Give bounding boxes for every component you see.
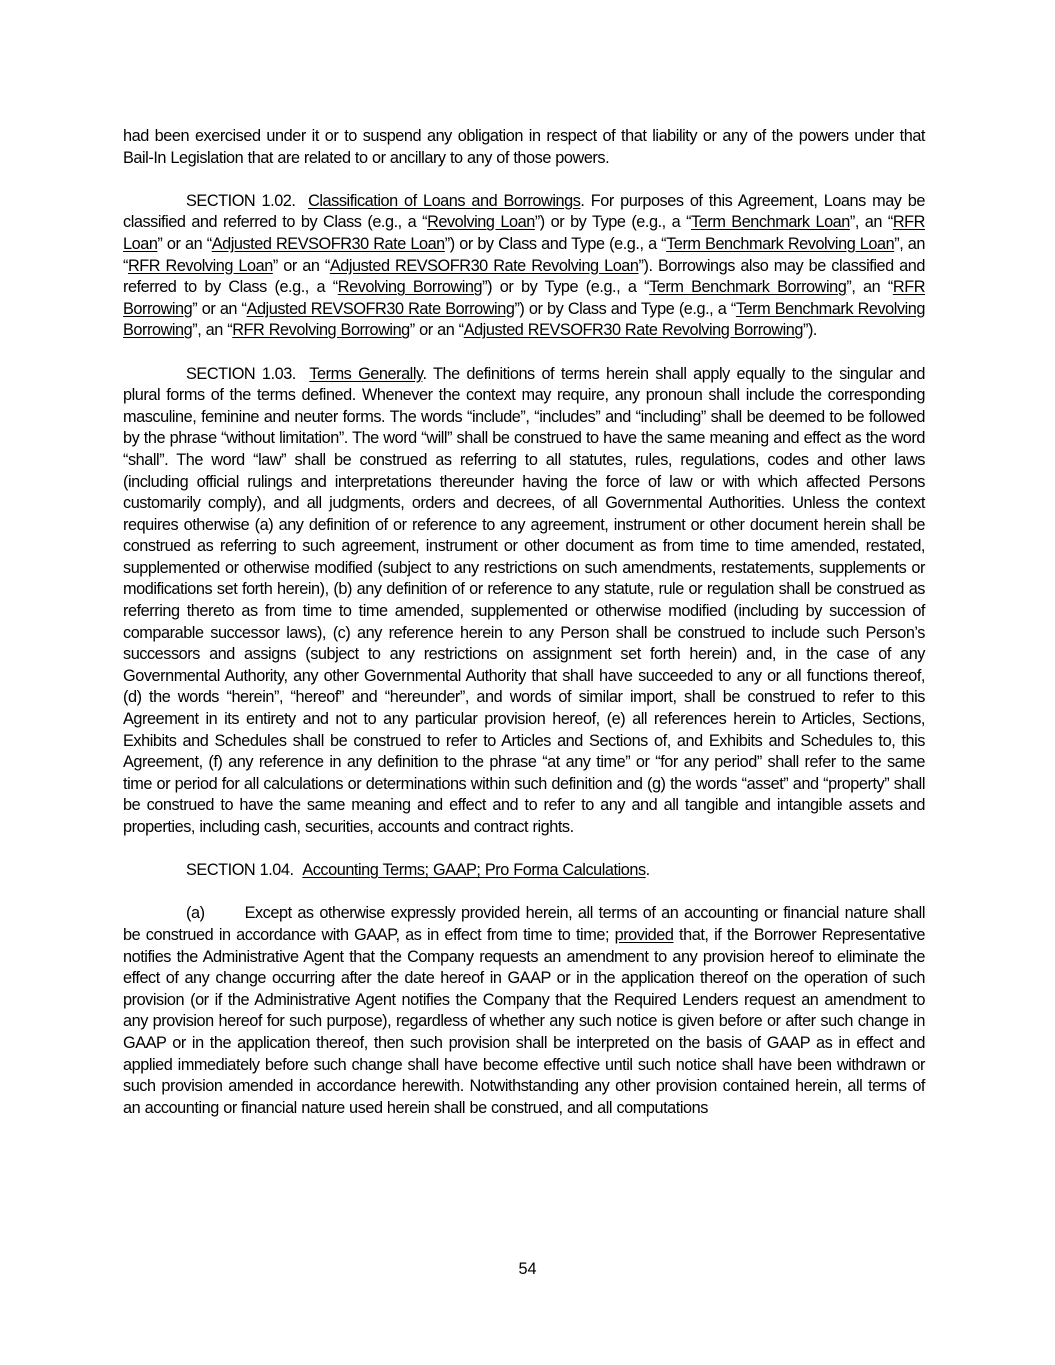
section-title: Accounting Terms; GAAP; Pro Forma Calculations	[302, 861, 646, 880]
defined-term: Revolving Borrowing	[337, 278, 483, 297]
defined-term: Adjusted REVSOFR30 Rate Revolving Borrowing	[463, 321, 803, 340]
defined-term: Adjusted REVSOFR30 Rate Revolving Loan	[329, 256, 639, 275]
section-1-02: SECTION 1.02. Classification of Loans and Borrowings. For purposes of this Agreement, Loans may be classified and referred to by Class (e.g., a “Revolving Loan”) or by Type (e.g., a “Term Benchmark Loan”, an “RFR Loan” or an “Adjusted REVSOFR30 Rate Loan”) or by Class and Type (e.g., a “Term Benchmark Revolving Loan”, an “RFR Revolving Loan” or an “Adjusted REVSOFR30 Rate Revolving Loan”). Borrowings also may be classified and referred to by Class (e.g., a “Revolving Borrowing”) or by Type (e.g., a “Term Benchmark Borrowing”, an “RFR Borrowing” or an “Adjusted REVSOFR30 Rate Borrowing”) or by Class and Type (e.g., a “Term Benchmark Revolving Borrowing”, an “RFR Revolving Borrowing” or an “Adjusted REVSOFR30 Rate Revolving Borrowing”).	[123, 191, 926, 340]
defined-term: Term Benchmark Revolving Borrowing	[123, 299, 926, 340]
section-number: SECTION 1.04.	[186, 861, 294, 880]
section-title: Classification of Loans and Borrowings	[308, 191, 581, 210]
defined-term: RFR Revolving Loan	[127, 256, 273, 275]
defined-term: RFR Borrowing	[123, 278, 926, 318]
section-number: SECTION 1.02.	[186, 191, 296, 210]
intro-paragraph: had been exercised under it or to suspend any obligation in respect of that liability or any of the powers under that Bail-In Legislation that are related to or ancillary to any of those powers.	[123, 127, 925, 167]
defined-term: Term Benchmark Revolving Loan	[666, 234, 895, 253]
section-body: . The definitions of terms herein shall apply equally to the singular and plural forms of the terms defined. Whenever the context may require, any pronoun shall include the corresponding masculine, feminine and neuter forms. The words “include”, “includes” and “including” shall be deemed to be followed by the phrase “without limitation”. The word “will” shall be construed to have the same meaning and effect as the word “shall”. The word “law” shall be construed as referring to all statutes, rules, regulations, codes and other laws (including official rulings and interpretations thereunder having the force of law or with which affected Persons customarily comply), and all judgments, orders and decrees, of all Governmental Authorities. Unless the context requires otherwise (a) any definition of or reference to any agreement, instrument or other document herein shall be construed as referring to such agreement, instrument or other document as from time to time amended, restated, supplemented or otherwise modified (subject to any restrictions on such amendments, restatements, supplements or modifications set forth herein), (b) any definition of or reference to any statute, rule or regulation shall be construed as referring thereto as from time to time amended, supplemented or otherwise modified (including by succession of comparable successor laws), (c) any reference herein to any Person shall be construed to include such Person’s successors and assigns (subject to any restrictions on assignment set forth herein) and, in the case of any Governmental Authority, any other Governmental Authority that shall have succeeded to any or all functions thereof, (d) the words “herein”, “hereof” and “hereunder”, and words of similar import, shall be construed to refer to this Agreement in its entirety and not to any particular provision hereof, (e) all references herein to Articles, Sections, Exhibits and Schedules shall be construed to refer to Articles and Sections of, and Exhibits and Schedules to, this Agreement, (f) any reference in any definition to the phrase “at any time” or “for any period” shall refer to the same time or period for all calculations or determinations within such definition and (g) the words “asset” and “property” shall be construed to have the same meaning and effect and to refer to any and all tangible and intangible assets and properties, including cash, securities, accounts and contract rights.	[123, 364, 925, 836]
section-number: SECTION 1.03.	[186, 364, 296, 383]
section-1-04: SECTION 1.04. Accounting Terms; GAAP; Pro Forma Calculations.	[186, 861, 650, 880]
section-1-03	[123, 364, 925, 839]
defined-term: RFR Revolving Borrowing	[232, 321, 410, 340]
page-content	[123, 126, 925, 1119]
defined-term: Revolving Loan	[427, 213, 535, 232]
defined-term: RFR Loan	[123, 213, 925, 253]
defined-term: Adjusted REVSOFR30 Rate Loan	[211, 234, 445, 253]
defined-term: Adjusted REVSOFR30 Rate Borrowing	[246, 299, 515, 318]
defined-term: provided	[614, 925, 674, 944]
defined-term: Term Benchmark Loan	[691, 213, 850, 232]
defined-term: Term Benchmark Borrowing	[649, 278, 847, 297]
section-1-04-a: (a) Except as otherwise expressly provided herein, all terms of an accounting or financial nature shall be construed in accordance with GAAP, as in effect from time to time; provided that, if the Borrower Representative notifies the Administrative Agent that the Company requests an amendment to any provision hereof to eliminate the effect of any change occurring after the date hereof in GAAP or in the application thereof on the operation of such provision (or if the Administrative Agent notifies the Company that the Required Lenders request an amendment to any provision hereof for such purpose), regardless of whether any such notice is given before or after such change in GAAP or in the application thereof, then such provision shall be interpreted on the basis of GAAP as in effect and applied immediately before such change shall have become effective until such notice shall have been withdrawn or such provision amended in accordance herewith. Notwithstanding any other provision contained herein, all terms of an accounting or financial nature used herein shall be construed, and all computations	[123, 904, 926, 1117]
clause-label: (a)	[186, 904, 205, 923]
section-title: Terms Generally	[309, 364, 423, 383]
page-number: 54	[518, 1260, 537, 1278]
